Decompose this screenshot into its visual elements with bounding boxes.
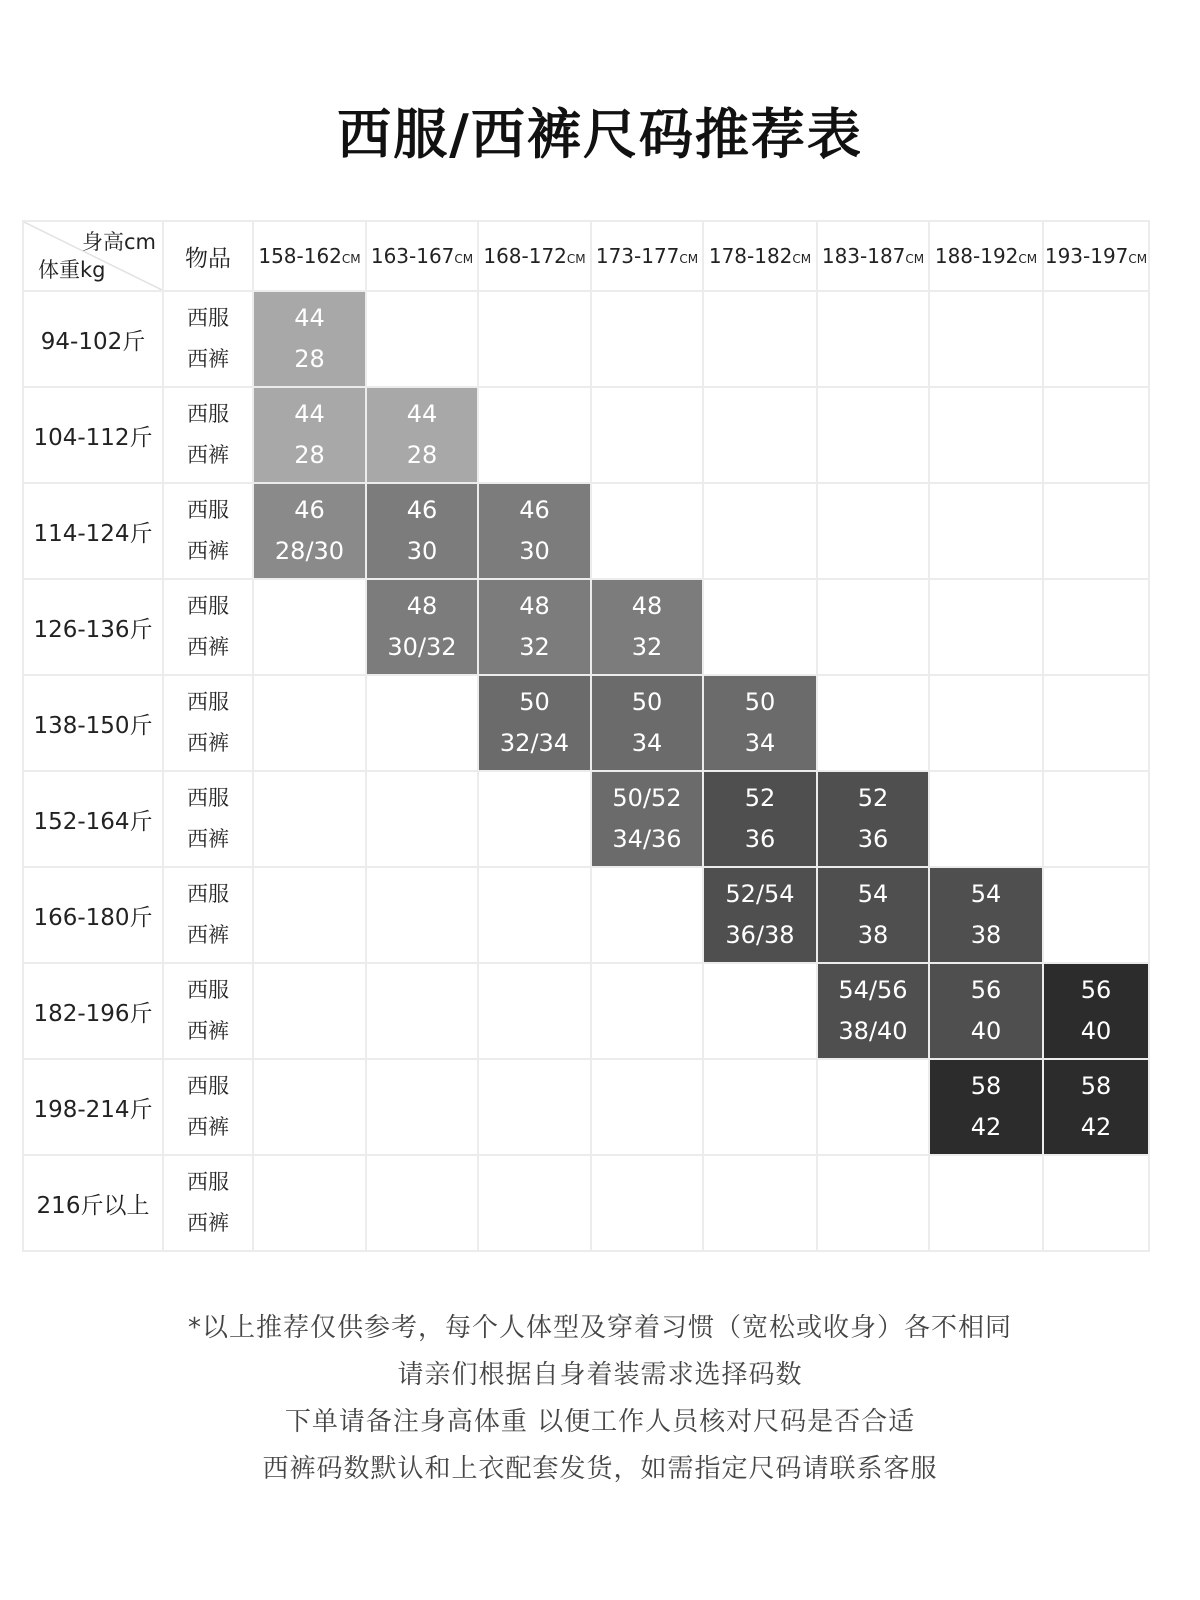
size-cell [478, 579, 591, 675]
jacket-size: 48 [631, 592, 663, 620]
item-trousers-label: 西裤 [187, 539, 229, 563]
empty-cell [591, 1155, 703, 1251]
empty-cell [253, 675, 366, 771]
empty-cell [253, 867, 366, 963]
height-column-header [253, 221, 366, 291]
height-column-header [366, 221, 478, 291]
item-jacket-label: 西服 [187, 786, 229, 810]
item-labels [163, 675, 253, 771]
height-column-header [478, 221, 591, 291]
size-cell [253, 483, 366, 579]
item-jacket-label: 西服 [187, 498, 229, 522]
jacket-size: 48 [406, 592, 438, 620]
empty-cell [478, 963, 591, 1059]
size-row [23, 963, 1149, 1059]
height-unit: CM [679, 252, 699, 266]
jacket-size: 56 [1080, 976, 1112, 1004]
size-cell [591, 579, 703, 675]
size-cell [929, 963, 1043, 1059]
empty-cell [1043, 291, 1149, 387]
trousers-size: 28 [294, 345, 325, 373]
height-range: 173-177 [595, 244, 680, 268]
jacket-size: 46 [406, 496, 438, 524]
weight-label: 166-180斤 [23, 867, 163, 963]
size-cell [591, 771, 703, 867]
size-cell [817, 963, 929, 1059]
size-cell [703, 771, 817, 867]
size-row [23, 387, 1149, 483]
height-range: 158-162 [258, 244, 342, 268]
size-row [23, 675, 1149, 771]
note-line: 下单请备注身高体重 以便工作人员核对尺码是否合适 [284, 1407, 916, 1437]
trousers-size: 32/34 [499, 729, 570, 757]
trousers-size: 42 [970, 1113, 1002, 1141]
jacket-size: 46 [519, 496, 550, 524]
weight-label: 182-196斤 [23, 963, 163, 1059]
size-cell [478, 483, 591, 579]
jacket-size: 44 [406, 400, 438, 428]
empty-cell [703, 1155, 817, 1251]
height-unit: CM [1128, 252, 1148, 266]
trousers-size: 28 [406, 441, 438, 469]
item-labels [163, 1155, 253, 1251]
jacket-size: 58 [970, 1072, 1002, 1100]
corner-height-label: 身高cm [81, 230, 156, 254]
size-cell [366, 387, 478, 483]
height-column-header [703, 221, 817, 291]
size-cell [703, 675, 817, 771]
trousers-size: 30 [406, 537, 438, 565]
size-row [23, 483, 1149, 579]
height-unit: CM [341, 252, 361, 266]
item-trousers-label: 西裤 [187, 635, 229, 659]
weight-label: 152-164斤 [23, 771, 163, 867]
empty-cell [929, 1155, 1043, 1251]
empty-cell [1043, 387, 1149, 483]
size-cell [253, 291, 366, 387]
height-range: 188-192 [934, 244, 1019, 268]
size-cell [253, 387, 366, 483]
size-row [23, 1059, 1149, 1155]
trousers-size: 34 [631, 729, 663, 757]
item-labels [163, 579, 253, 675]
empty-cell [817, 387, 929, 483]
height-column-header [929, 221, 1043, 291]
item-labels [163, 483, 253, 579]
item-labels [163, 387, 253, 483]
trousers-size: 32 [631, 633, 663, 661]
jacket-size: 54/56 [838, 976, 908, 1004]
weight-label: 138-150斤 [23, 675, 163, 771]
size-cell [366, 483, 478, 579]
weight-label: 104-112斤 [23, 387, 163, 483]
size-cell [817, 867, 929, 963]
item-labels [163, 963, 253, 1059]
item-jacket-label: 西服 [187, 978, 229, 1002]
size-cell [591, 675, 703, 771]
item-jacket-label: 西服 [187, 690, 229, 714]
empty-cell [478, 1059, 591, 1155]
jacket-size: 46 [294, 496, 325, 524]
size-row [23, 771, 1149, 867]
item-jacket-label: 西服 [187, 306, 229, 330]
empty-cell [817, 1059, 929, 1155]
empty-cell [929, 579, 1043, 675]
empty-cell [1043, 771, 1149, 867]
empty-cell [253, 1059, 366, 1155]
empty-cell [1043, 483, 1149, 579]
item-header: 物品 [163, 221, 253, 291]
empty-cell [366, 1155, 478, 1251]
size-cell [817, 771, 929, 867]
trousers-size: 28/30 [274, 537, 345, 565]
jacket-size: 50/52 [612, 784, 682, 812]
jacket-size: 44 [294, 304, 325, 332]
height-column-header [591, 221, 703, 291]
trousers-size: 42 [1080, 1113, 1112, 1141]
item-jacket-label: 西服 [187, 402, 229, 426]
notes [0, 1305, 1200, 1493]
empty-cell [703, 579, 817, 675]
empty-cell [703, 963, 817, 1059]
height-range: 168-172 [483, 244, 567, 268]
note-line: *以上推荐仅供参考，每个人体型及穿着习惯（宽松或收身）各不相同 [187, 1313, 1012, 1343]
empty-cell [1043, 1155, 1149, 1251]
note-line: 请亲们根据自身着装需求选择码数 [397, 1360, 803, 1390]
empty-cell [366, 867, 478, 963]
item-trousers-label: 西裤 [187, 443, 229, 467]
height-unit: CM [1018, 252, 1038, 266]
empty-cell [929, 483, 1043, 579]
trousers-size: 38 [857, 921, 889, 949]
empty-cell [703, 387, 817, 483]
height-column-header [1043, 221, 1149, 291]
empty-cell [929, 291, 1043, 387]
jacket-size: 54 [970, 880, 1002, 908]
empty-cell [366, 1059, 478, 1155]
empty-cell [929, 771, 1043, 867]
empty-cell [703, 483, 817, 579]
empty-cell [478, 1155, 591, 1251]
empty-cell [591, 483, 703, 579]
item-trousers-label: 西裤 [187, 1211, 229, 1235]
size-cell [1043, 1059, 1149, 1155]
size-chart-table [22, 220, 1150, 1252]
empty-cell [591, 387, 703, 483]
trousers-size: 38 [970, 921, 1002, 949]
height-unit: CM [566, 252, 586, 266]
jacket-size: 50 [631, 688, 663, 716]
jacket-size: 48 [519, 592, 550, 620]
empty-cell [253, 579, 366, 675]
jacket-size: 44 [294, 400, 325, 428]
trousers-size: 36 [857, 825, 889, 853]
empty-cell [366, 675, 478, 771]
header-row [23, 221, 1149, 291]
size-row [23, 867, 1149, 963]
empty-cell [817, 675, 929, 771]
empty-cell [366, 771, 478, 867]
item-jacket-label: 西服 [187, 1074, 229, 1098]
jacket-size: 50 [744, 688, 776, 716]
empty-cell [703, 1059, 817, 1155]
weight-label: 198-214斤 [23, 1059, 163, 1155]
empty-cell [366, 291, 478, 387]
item-trousers-label: 西裤 [187, 1019, 229, 1043]
empty-cell [253, 963, 366, 1059]
item-trousers-label: 西裤 [187, 1115, 229, 1139]
empty-cell [253, 771, 366, 867]
size-row [23, 579, 1149, 675]
trousers-size: 34 [744, 729, 776, 757]
empty-cell [478, 387, 591, 483]
height-unit: CM [792, 252, 812, 266]
trousers-size: 30 [519, 537, 550, 565]
trousers-size: 40 [1080, 1017, 1112, 1045]
note-line: 西裤码数默认和上衣配套发货，如需指定尺码请联系客服 [262, 1454, 938, 1484]
empty-cell [817, 483, 929, 579]
jacket-size: 52 [857, 784, 889, 812]
trousers-size: 38/40 [838, 1017, 908, 1045]
empty-cell [591, 867, 703, 963]
corner-weight-label: 体重kg [38, 258, 106, 282]
empty-cell [1043, 867, 1149, 963]
height-range: 193-197 [1044, 244, 1129, 268]
item-jacket-label: 西服 [187, 882, 229, 906]
size-row [23, 1155, 1149, 1251]
jacket-size: 54 [857, 880, 889, 908]
empty-cell [1043, 675, 1149, 771]
trousers-size: 36 [744, 825, 776, 853]
trousers-size: 34/36 [612, 825, 682, 853]
weight-label: 114-124斤 [23, 483, 163, 579]
jacket-size: 52 [744, 784, 776, 812]
weight-label: 94-102斤 [23, 291, 163, 387]
height-range: 163-167 [370, 244, 455, 268]
size-cell [929, 1059, 1043, 1155]
item-trousers-label: 西裤 [187, 347, 229, 371]
empty-cell [366, 963, 478, 1059]
size-cell [703, 867, 817, 963]
empty-cell [1043, 579, 1149, 675]
trousers-size: 30/32 [387, 633, 457, 661]
trousers-size: 32 [519, 633, 550, 661]
height-range: 178-182 [708, 244, 793, 268]
weight-label: 126-136斤 [23, 579, 163, 675]
empty-cell [478, 867, 591, 963]
jacket-size: 58 [1080, 1072, 1112, 1100]
height-unit: CM [905, 252, 925, 266]
weight-label: 216斤以上 [23, 1155, 163, 1251]
size-cell [478, 675, 591, 771]
empty-cell [929, 387, 1043, 483]
empty-cell [591, 1059, 703, 1155]
height-range: 183-187 [821, 244, 906, 268]
empty-cell [817, 1155, 929, 1251]
empty-cell [703, 291, 817, 387]
height-unit: CM [454, 252, 474, 266]
jacket-size: 50 [519, 688, 550, 716]
trousers-size: 28 [294, 441, 325, 469]
trousers-size: 36/38 [725, 921, 795, 949]
item-trousers-label: 西裤 [187, 923, 229, 947]
empty-cell [929, 675, 1043, 771]
item-jacket-label: 西服 [187, 594, 229, 618]
empty-cell [817, 579, 929, 675]
size-row [23, 291, 1149, 387]
trousers-size: 40 [970, 1017, 1002, 1045]
jacket-size: 56 [970, 976, 1002, 1004]
size-cell [1043, 963, 1149, 1059]
empty-cell [591, 963, 703, 1059]
height-column-header [817, 221, 929, 291]
item-labels [163, 291, 253, 387]
empty-cell [478, 771, 591, 867]
jacket-size: 52/54 [725, 880, 795, 908]
item-trousers-label: 西裤 [187, 827, 229, 851]
page-title: 西服/西裤尺码推荐表 [337, 103, 863, 166]
item-labels [163, 771, 253, 867]
empty-cell [591, 291, 703, 387]
item-jacket-label: 西服 [187, 1170, 229, 1194]
item-labels [163, 1059, 253, 1155]
empty-cell [253, 1155, 366, 1251]
size-cell [366, 579, 478, 675]
item-trousers-label: 西裤 [187, 731, 229, 755]
corner-header-cell [23, 221, 163, 291]
empty-cell [817, 291, 929, 387]
item-labels [163, 867, 253, 963]
size-cell [929, 867, 1043, 963]
empty-cell [478, 291, 591, 387]
